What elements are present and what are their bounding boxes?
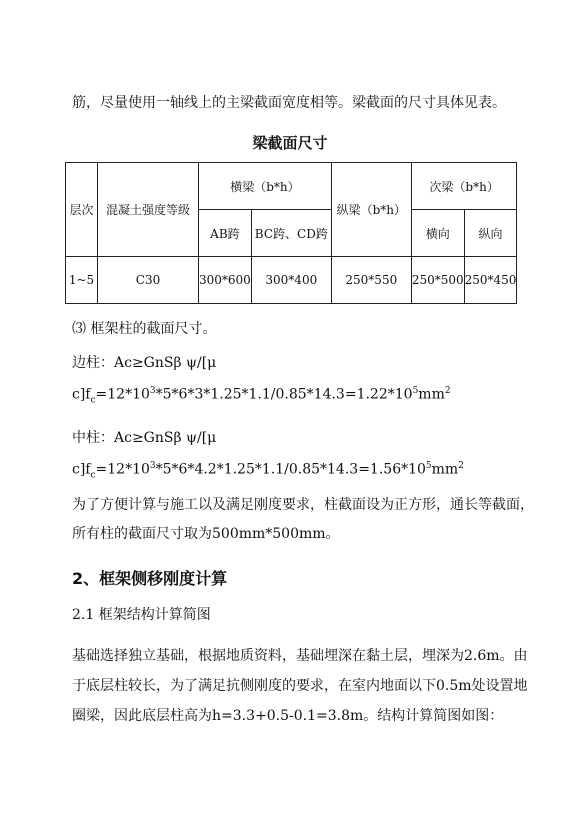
table-caption: 梁截面尺寸 bbox=[252, 134, 328, 152]
middle-column-formula-b: $c]f_c=12*10^3*5*6*4.2*1.25*1.1/0.85*14.3=1.56*10^5mm^2$ bbox=[72, 461, 464, 481]
header-floor: 层次 bbox=[66, 163, 98, 257]
header-secondary-transverse: 横向 bbox=[411, 210, 464, 257]
header-bc-cd-span: BC跨、CD跨 bbox=[251, 210, 331, 257]
header-ab-span: AB跨 bbox=[199, 210, 252, 257]
header-concrete-grade: 混凝土强度等级 bbox=[98, 163, 199, 257]
table-row bbox=[66, 257, 517, 304]
cell-concrete: C30 bbox=[98, 257, 199, 304]
middle-column-formula-a: 中柱：Ac≥GnSβ ψ/[μ bbox=[72, 430, 217, 446]
cell-ab: 300*600 bbox=[199, 257, 252, 304]
cell-secondary-longitudinal: 250*450 bbox=[464, 257, 517, 304]
cell-longitudinal: 250*550 bbox=[331, 257, 411, 304]
cell-bc: 300*400 bbox=[251, 257, 331, 304]
paragraph-foundation-2: 于底层柱较长，为了满足抗侧刚度的要求，在室内地面以下0.5m处设置地 bbox=[72, 678, 528, 694]
paragraph-column-section: ⑶ 框架柱的截面尺寸。 bbox=[72, 321, 217, 337]
beam-section-table bbox=[65, 162, 517, 304]
paragraph-column-size: 所有柱的截面尺寸取为500mm*500mm。 bbox=[72, 526, 340, 542]
paragraph-square-section: 为了方便计算与施工以及满足刚度要求，柱截面设为正方形，通长等截面， bbox=[72, 497, 534, 513]
paragraph-foundation-3: 圈梁，因此底层柱高为h=3.3+0.5-0.1=3.8m。结构计算简图如图： bbox=[72, 708, 504, 724]
paragraph-beam-width: 筋，尽量使用一轴线上的主梁截面宽度相等。梁截面的尺寸具体见表。 bbox=[72, 95, 506, 111]
cell-floor: 1~5 bbox=[66, 257, 98, 304]
cell-secondary-transverse: 250*500 bbox=[411, 257, 464, 304]
section-heading: 2、框架侧移刚度计算 bbox=[72, 569, 228, 588]
subsection-heading: 2.1 框架结构计算简图 bbox=[72, 607, 211, 623]
side-column-formula-b: $c]f_c=12*10^3*5*6*3*1.25*1.1/0.85*14.3=1.22*10^5mm^2$ bbox=[72, 386, 451, 406]
header-transverse-beam: 横梁（b*h） bbox=[199, 163, 332, 210]
paragraph-foundation-1: 基础选择独立基础，根据地质资料，基础埋深在黏土层，埋深为2.6m。由 bbox=[72, 648, 528, 664]
header-secondary-longitudinal: 纵向 bbox=[464, 210, 517, 257]
side-column-formula-a: 边柱：Ac≥GnSβ ψ/[μ bbox=[72, 355, 217, 371]
header-longitudinal-beam: 纵梁（b*h） bbox=[331, 163, 411, 257]
header-secondary-beam: 次梁（b*h） bbox=[411, 163, 517, 210]
